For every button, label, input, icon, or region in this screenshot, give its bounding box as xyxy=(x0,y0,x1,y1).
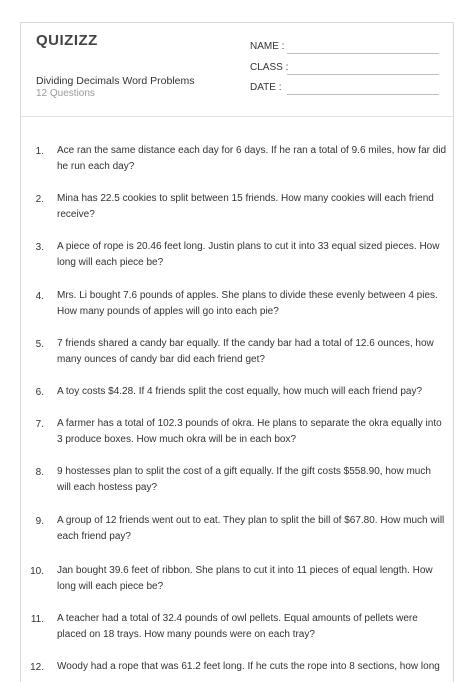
header-divider xyxy=(20,116,454,117)
question-number: 12. xyxy=(30,662,44,673)
quizizz-logo: QUIZIZZ xyxy=(36,32,98,49)
question-text: Mrs. Li bought 7.6 pounds of apples. She plans to divide these evenly between 4 pies. How many pounds of apples will go into each pie? xyxy=(57,290,438,317)
question-number: 11. xyxy=(30,614,44,625)
question-text: Woody had a rope that was 61.2 feet long. If he cuts the rope into 8 sections, how long xyxy=(57,661,440,672)
question-number: 8. xyxy=(35,467,44,478)
question-text: Mina has 22.5 cookies to split between 15 friends. How many cookies will each friend receive? xyxy=(57,193,434,220)
question-text: Ace ran the same distance each day for 6 days. If he ran a total of 9.6 miles, how far did he run each day? xyxy=(57,145,447,172)
question-number: 10. xyxy=(30,566,44,577)
question-text: A farmer has a total of 102.3 pounds of okra. He plans to separate the okra equally into 3 produce boxes. How much okra will be in each box? xyxy=(57,418,442,445)
question-number: 5. xyxy=(35,339,44,350)
question-number: 2. xyxy=(35,194,44,205)
question-text: 9 hostesses plan to split the cost of a gift equally. If the gift costs $558.90, how much will each hostess pay? xyxy=(57,466,431,493)
question-count: 12 Questions xyxy=(36,88,95,99)
class-label: CLASS : xyxy=(250,62,289,73)
question-number: 4. xyxy=(35,291,44,302)
class-field[interactable] xyxy=(287,74,439,75)
question-text: A teacher had a total of 32.4 pounds of owl pellets. Equal amounts of pellets were placed on 18 trays. How many pounds were on each tray? xyxy=(57,613,418,640)
worksheet-title: Dividing Decimals Word Problems xyxy=(36,75,195,87)
question-number: 3. xyxy=(35,242,44,253)
question-text: A group of 12 friends went out to eat. They plan to split the bill of $67.80. How much will each friend pay? xyxy=(57,515,445,542)
question-text: Jan bought 39.6 feet of ribbon. She plans to cut it into 11 pieces of equal length. How long will each piece be? xyxy=(57,565,433,592)
name-field[interactable] xyxy=(287,53,439,54)
date-label: DATE : xyxy=(250,82,282,93)
question-number: 7. xyxy=(35,419,44,430)
date-field[interactable] xyxy=(287,94,439,95)
question-text: A toy costs $4.28. If 4 friends split the cost equally, how much will each friend pay? xyxy=(57,386,423,397)
question-text: A piece of rope is 20.46 feet long. Justin plans to cut it into 33 equal sized pieces. How long will each piece be? xyxy=(57,241,440,268)
question-number: 1. xyxy=(35,146,44,157)
question-text: 7 friends shared a candy bar equally. If the candy bar had a total of 12.6 ounces, how many ounces of candy bar did each friend get? xyxy=(57,338,434,365)
question-number: 6. xyxy=(35,387,44,398)
question-number: 9. xyxy=(35,516,44,527)
name-label: NAME : xyxy=(250,41,285,52)
